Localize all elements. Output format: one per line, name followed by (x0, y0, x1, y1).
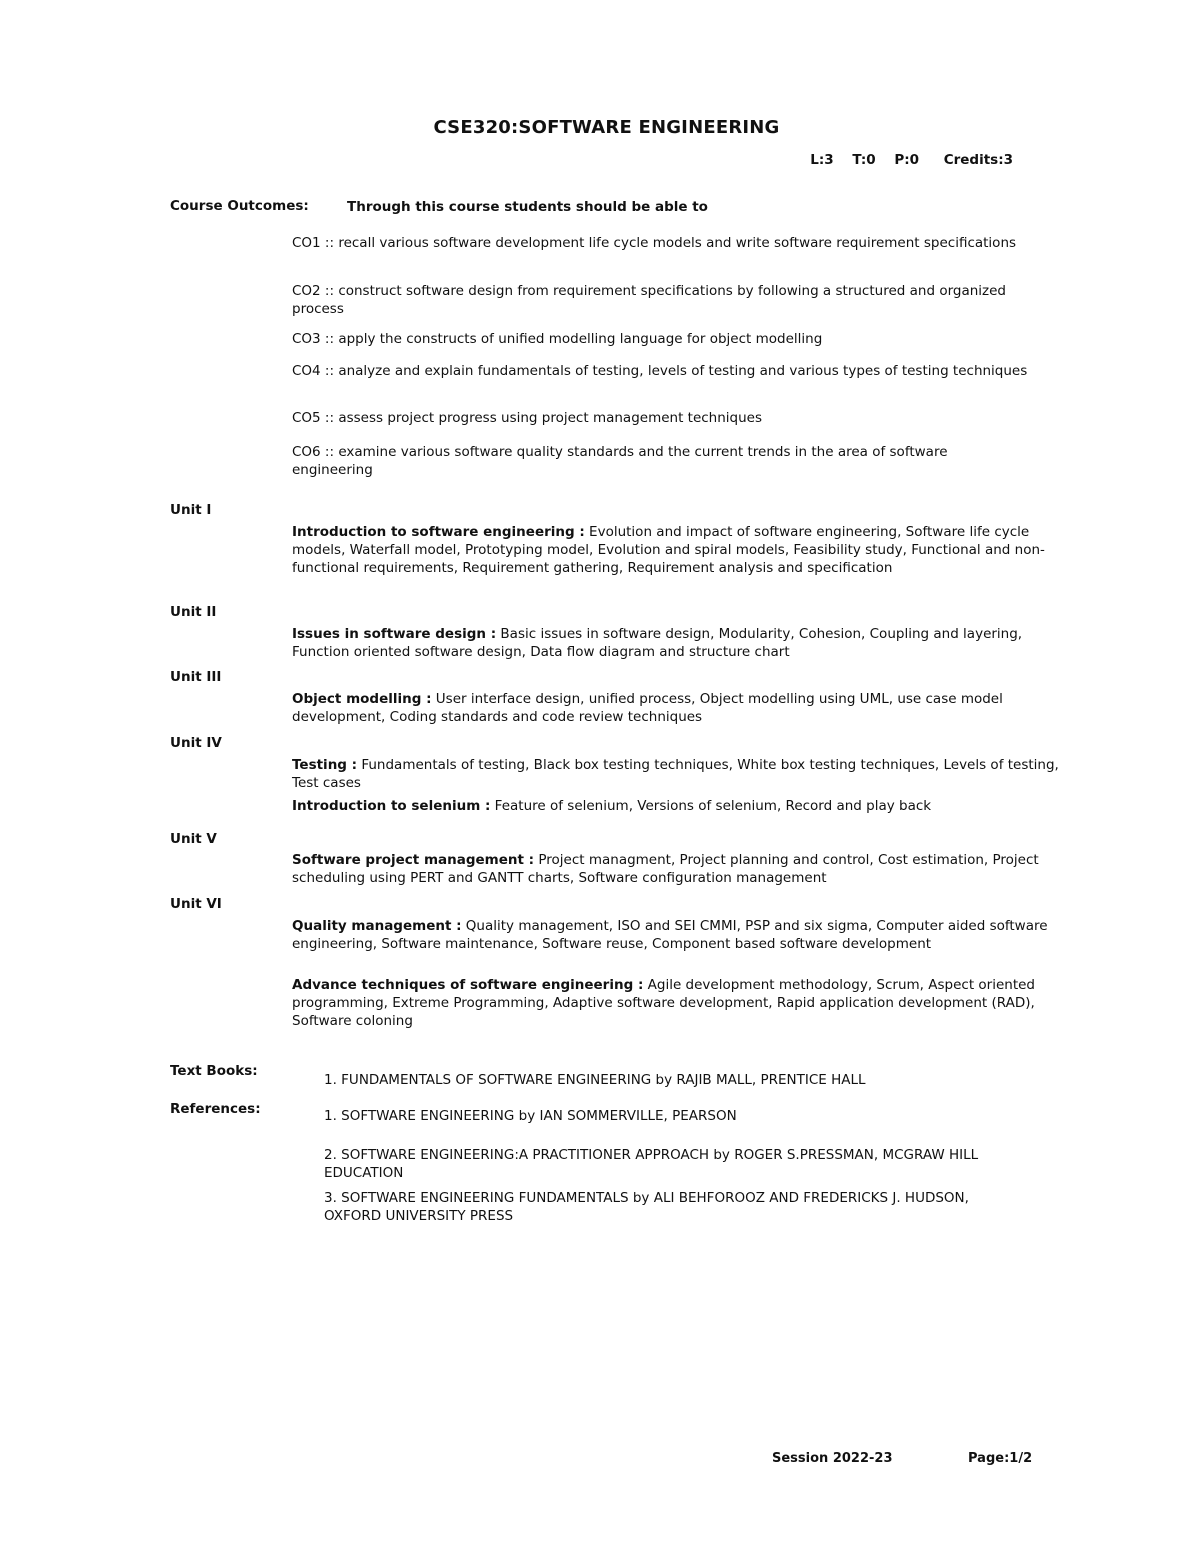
course-outcomes-label: Course Outcomes: (170, 198, 309, 214)
ltp-credits (800, 152, 1013, 168)
reference-item: 2. SOFTWARE ENGINEERING:A PRACTITIONER APPROACH by ROGER S.PRESSMAN, MCGRAW HILL EDUCATION (324, 1147, 979, 1181)
topic-heading: Advance techniques of software engineering : (292, 977, 644, 993)
unit-topic (292, 690, 1062, 726)
topic-text: Project managment, Project planning and control, Cost estimation, Project scheduling using PERT and GANTT charts, Software configuration management (292, 852, 1039, 886)
unit-label: Unit VI (170, 896, 222, 912)
page-number: Page:1/2 (968, 1451, 1033, 1466)
unit-label: Unit IV (170, 735, 222, 751)
course-outcome-item: CO3 :: apply the constructs of unified modelling language for object modelling (292, 331, 823, 347)
course-outcome-item: CO5 :: assess project progress using project management techniques (292, 410, 763, 426)
credits: Credits:3 (943, 152, 1013, 168)
topic-heading: Quality management : (292, 918, 462, 934)
topic-heading: Object modelling : (292, 691, 432, 707)
course-outcome-item: CO4 :: analyze and explain fundamentals of testing, levels of testing and various types of testing techniques (292, 363, 1028, 379)
tutorial-hours: T:0 (852, 152, 876, 168)
topic-text: Agile development methodology, Scrum, Aspect oriented programming, Extreme Programming, Adaptive software development, Rapid application development (RAD), Software coloning (292, 977, 1036, 1029)
topic-text: User interface design, unified process, Object modelling using UML, use case model development, Coding standards and code review techniques (292, 691, 1003, 725)
unit-topic (292, 523, 1062, 577)
topic-heading: Introduction to selenium : (292, 798, 491, 814)
course-title: CSE320:SOFTWARE ENGINEERING (433, 117, 780, 138)
text-book-item: 1. FUNDAMENTALS OF SOFTWARE ENGINEERING by RAJIB MALL, PRENTICE HALL (324, 1072, 866, 1088)
references-label: References: (170, 1101, 261, 1117)
unit-topic (292, 756, 1062, 792)
reference-item: 1. SOFTWARE ENGINEERING by IAN SOMMERVILLE, PEARSON (324, 1108, 737, 1124)
topic-text: Quality management, ISO and SEI CMMI, PSP and six sigma, Computer aided software engineering, Software maintenance, Software reuse, Component based software development (292, 918, 1048, 952)
unit-label: Unit III (170, 669, 222, 685)
unit-label: Unit II (170, 604, 217, 620)
topic-heading: Introduction to software engineering : (292, 524, 585, 540)
course-outcome-item: CO6 :: examine various software quality standards and the current trends in the area of software engineering (292, 444, 948, 478)
topic-text: Basic issues in software design, Modularity, Cohesion, Coupling and layering, Function oriented software design, Data flow diagram and structure chart (292, 626, 1023, 660)
topic-text: Evolution and impact of software engineering, Software life cycle models, Waterfall model, Prototyping model, Evolution and spiral models, Feasibility study, Functional and non-functional requirements, Requirement gathering, Requirement analysis and specification (292, 524, 1045, 576)
topic-heading: Issues in software design : (292, 626, 497, 642)
unit-topic (292, 851, 1062, 887)
unit-topic (292, 625, 1062, 661)
reference-item: 3. SOFTWARE ENGINEERING FUNDAMENTALS by ALI BEHFOROOZ AND FREDERICKS J. HUDSON, OXFORD UNIVERSITY PRESS (324, 1190, 969, 1224)
topic-heading: Software project management : (292, 852, 535, 868)
topic-text: Feature of selenium, Versions of selenium, Record and play back (490, 798, 932, 814)
session-label: Session 2022-23 (772, 1451, 893, 1466)
unit-label: Unit V (170, 831, 217, 847)
course-outcomes-intro: Through this course students should be able to (347, 199, 708, 215)
unit-topic (292, 976, 1062, 1030)
unit-topic (292, 917, 1062, 953)
topic-text: Fundamentals of testing, Black box testing techniques, White box testing techniques, Levels of testing, Test cases (292, 757, 1059, 791)
course-outcome-item: CO1 :: recall various software development life cycle models and write software requirement specifications (292, 235, 1017, 251)
course-outcome-item: CO2 :: construct software design from requirement specifications by following a structured and organized process (292, 283, 1006, 317)
unit-label: Unit I (170, 502, 212, 518)
unit-topic (292, 797, 1062, 815)
practical-hours: P:0 (894, 152, 919, 168)
lecture-hours: L:3 (810, 152, 834, 168)
topic-heading: Testing : (292, 757, 358, 773)
text-books-label: Text Books: (170, 1063, 258, 1079)
